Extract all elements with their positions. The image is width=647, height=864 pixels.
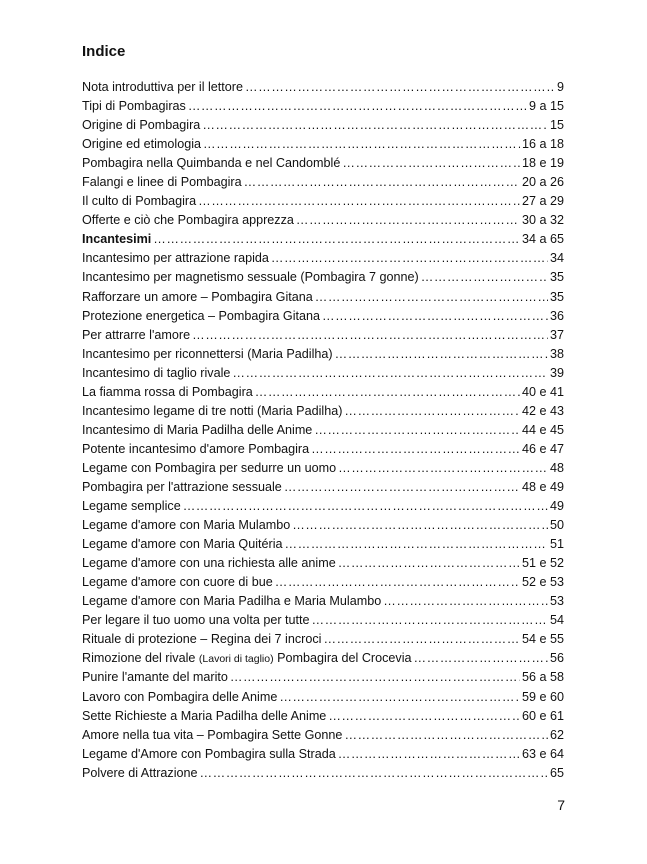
toc-entry	[82, 726, 564, 745]
toc-entry	[82, 554, 564, 573]
toc-leader-dots	[230, 668, 520, 687]
toc-entry-title	[82, 649, 412, 669]
toc-leader-dots	[271, 249, 548, 268]
toc-entry	[82, 497, 564, 516]
toc-entry-title: Legame d'Amore con Pombagira sulla Strada	[82, 746, 336, 761]
toc-leader-dots	[344, 402, 520, 421]
toc-entry-pages: 18 e 19	[521, 156, 564, 171]
toc-leader-dots	[183, 497, 548, 516]
toc-entry-pages: 39	[549, 365, 564, 380]
toc-entry-title: Pombagira per l'attrazione sessuale	[82, 479, 282, 494]
toc-entry-pages: 46 e 47	[521, 441, 564, 456]
toc-entry	[82, 249, 564, 268]
toc-leader-dots	[292, 516, 548, 535]
toc-leader-dots	[311, 440, 520, 459]
toc-leader-dots	[200, 764, 548, 783]
toc-entry-pages: 30 a 32	[521, 213, 564, 228]
toc-entry	[82, 535, 564, 554]
toc-entry	[82, 573, 564, 592]
toc-leader-dots	[338, 745, 520, 764]
toc-entry-title: Il culto di Pombagira	[82, 194, 197, 209]
toc-entry	[82, 135, 564, 154]
toc-entry-title: Pombagira nella Quimbanda e nel Candomblé	[82, 156, 341, 171]
toc-entry-pages: 34 a 65	[521, 232, 564, 247]
toc-leader-dots	[342, 154, 520, 173]
toc-entry-pages: 48	[549, 460, 564, 475]
toc-entry	[82, 307, 564, 326]
toc-entry-title: Punire l'amante del marito	[82, 670, 228, 685]
toc-leader-dots	[153, 230, 520, 249]
toc-leader-dots	[315, 288, 548, 307]
toc-leader-dots	[296, 211, 520, 230]
toc-entry-title: Falangi e linee di Pombagira	[82, 175, 242, 190]
toc-leader-dots	[188, 97, 527, 116]
toc-leader-dots	[245, 78, 555, 97]
toc-entry-pages: 65	[549, 765, 564, 780]
toc-entry-pages: 9	[556, 80, 564, 94]
toc-entry	[82, 764, 564, 783]
toc-leader-dots	[192, 326, 548, 345]
toc-entry-title: Protezione energetica – Pombagira Gitana	[82, 308, 321, 323]
toc-entry-title: Lavoro con Pombagira delle Anime	[82, 689, 278, 704]
toc-entry	[82, 173, 564, 192]
toc-entry-title: Incantesimo di taglio rivale	[82, 365, 231, 380]
toc-entry-pages: 15	[549, 118, 564, 133]
toc-entry-title: Legame d'amore con cuore di bue	[82, 575, 273, 590]
toc-entry	[82, 345, 564, 364]
toc-entry-pages: 52 e 53	[521, 575, 564, 590]
index-heading: Indice	[82, 43, 126, 60]
toc-entry-title: Rituale di protezione – Regina dei 7 incroci	[82, 632, 322, 647]
toc-leader-dots	[244, 173, 520, 192]
toc-entry	[82, 154, 564, 173]
toc-entry-pages: 34	[549, 251, 564, 266]
toc-entry-pages: 16 a 18	[521, 137, 564, 152]
toc-entry	[82, 192, 564, 211]
toc-entry	[82, 268, 564, 287]
toc-entry	[82, 326, 564, 345]
toc-entry	[82, 592, 564, 611]
toc-leader-dots	[202, 116, 548, 135]
toc-leader-dots	[312, 611, 548, 630]
toc-entry-title: La fiamma rossa di Pombagira	[82, 384, 253, 399]
table-of-contents	[82, 78, 564, 783]
toc-entry	[82, 288, 564, 307]
toc-entry-pages: 59 e 60	[521, 689, 564, 704]
toc-entry	[82, 402, 564, 421]
toc-leader-dots	[203, 135, 520, 154]
toc-leader-dots	[338, 554, 520, 573]
toc-leader-dots	[328, 707, 520, 726]
toc-entry-title: Legame d'amore con una richiesta alle anime	[82, 556, 336, 571]
toc-leader-dots	[344, 726, 548, 745]
toc-leader-dots	[275, 573, 520, 592]
toc-entry	[82, 688, 564, 707]
toc-entry-pages: 50	[549, 518, 564, 533]
page-number: 7	[557, 797, 565, 813]
toc-entry-title: Legame d'amore con Maria Padilha e Maria Mulambo	[82, 594, 382, 609]
toc-entry	[82, 630, 564, 649]
toc-entry	[82, 421, 564, 440]
toc-entry	[82, 516, 564, 535]
toc-entry-title: Legame d'amore con Maria Quitéria	[82, 537, 283, 552]
toc-entry-pages: 56	[549, 651, 564, 666]
toc-entry-pages: 20 a 26	[521, 175, 564, 190]
toc-entry	[82, 97, 564, 116]
toc-entry-pages: 53	[549, 594, 564, 609]
toc-entry-title-start: Rimozione del rivale	[82, 651, 196, 666]
toc-entry-pages: 54 e 55	[521, 632, 564, 647]
toc-entry-title: Sette Richieste a Maria Padilha delle Anime	[82, 708, 327, 723]
toc-entry-pages: 9 a 15	[528, 99, 564, 114]
toc-entry-pages: 51 e 52	[521, 556, 564, 571]
toc-entry-title: Per attrarre l'amore	[82, 327, 191, 342]
toc-entry	[82, 383, 564, 402]
toc-section-title: Incantesimi	[82, 232, 152, 247]
toc-entry-pages: 48 e 49	[521, 479, 564, 494]
toc-entry-title: Incantesimo per attrazione rapida	[82, 251, 269, 266]
toc-entry-pages: 35	[549, 289, 564, 304]
toc-entry-title: Legame con Pombagira per sedurre un uomo	[82, 460, 337, 475]
toc-entry-pages: 62	[549, 727, 564, 742]
toc-entry-pages: 51	[549, 537, 564, 552]
toc-entry-subtitle: (Lavori di taglio)	[198, 653, 274, 666]
toc-entry-pages: 60 e 61	[521, 708, 564, 723]
toc-entry-title: Amore nella tua vita – Pombagira Sette Gonne	[82, 727, 343, 742]
toc-entry-title: Rafforzare un amore – Pombagira Gitana	[82, 289, 313, 304]
toc-entry-title: Polvere di Attrazione	[82, 765, 198, 780]
toc-leader-dots	[279, 688, 520, 707]
toc-entry	[82, 116, 564, 135]
toc-entry-pages: 35	[549, 270, 564, 285]
toc-leader-dots	[421, 268, 548, 287]
toc-entry	[82, 478, 564, 497]
toc-entry	[82, 649, 564, 668]
toc-entry-title: Origine di Pombagira	[82, 118, 201, 133]
toc-leader-dots	[383, 592, 548, 611]
toc-entry	[82, 78, 564, 97]
toc-entry	[82, 211, 564, 230]
toc-leader-dots	[285, 535, 548, 554]
toc-entry	[82, 364, 564, 383]
toc-leader-dots	[314, 421, 520, 440]
toc-entry-title: Legame d'amore con Maria Mulambo	[82, 518, 291, 533]
toc-leader-dots	[284, 478, 520, 497]
toc-entry-title: Incantesimo per magnetismo sessuale (Pombagira 7 gonne)	[82, 270, 419, 285]
toc-entry	[82, 459, 564, 478]
toc-leader-dots	[322, 307, 548, 326]
toc-entry-pages: 63 e 64	[521, 746, 564, 761]
toc-leader-dots	[335, 345, 548, 364]
toc-entry-title: Incantesimo legame di tre notti (Maria Padilha)	[82, 403, 343, 418]
toc-entry-title: Origine ed etimologia	[82, 137, 202, 152]
toc-leader-dots	[255, 383, 520, 402]
toc-entry-pages: 42 e 43	[521, 403, 564, 418]
toc-entry-title: Offerte e ciò che Pombagira apprezza	[82, 213, 294, 228]
toc-entry	[82, 745, 564, 764]
toc-entry	[82, 668, 564, 687]
toc-entry-title: Legame semplice	[82, 499, 181, 514]
toc-entry-pages: 56 a 58	[521, 670, 564, 685]
toc-leader-dots	[323, 630, 520, 649]
toc-entry-pages: 49	[549, 499, 564, 514]
toc-entry-pages: 44 e 45	[521, 422, 564, 437]
toc-entry-title: Potente incantesimo d'amore Pombagira	[82, 441, 310, 456]
toc-entry-title: Per legare il tuo uomo una volta per tutte	[82, 613, 310, 628]
toc-entry-title: Incantesimo per riconnettersi (Maria Padilha)	[82, 346, 333, 361]
toc-entry-title: Incantesimo di Maria Padilha delle Anime	[82, 422, 313, 437]
toc-entry-pages: 40 e 41	[521, 384, 564, 399]
toc-entry-pages: 38	[549, 346, 564, 361]
toc-entry-title: Nota introduttiva per il lettore	[82, 80, 244, 94]
toc-entry-pages: 54	[549, 613, 564, 628]
toc-leader-dots	[414, 649, 548, 668]
toc-entry-title: Tipi di Pombagiras	[82, 99, 186, 114]
toc-entry	[82, 440, 564, 459]
toc-leader-dots	[198, 192, 520, 211]
toc-leader-dots	[232, 364, 548, 383]
toc-entry	[82, 611, 564, 630]
toc-entry-pages: 36	[549, 308, 564, 323]
toc-entry	[82, 707, 564, 726]
toc-entry-pages: 37	[549, 327, 564, 342]
toc-leader-dots	[338, 459, 548, 478]
toc-entry-title-end: Pombagira del Crocevia	[277, 651, 412, 666]
toc-entry-pages: 27 a 29	[521, 194, 564, 209]
toc-section-entry	[82, 230, 564, 249]
